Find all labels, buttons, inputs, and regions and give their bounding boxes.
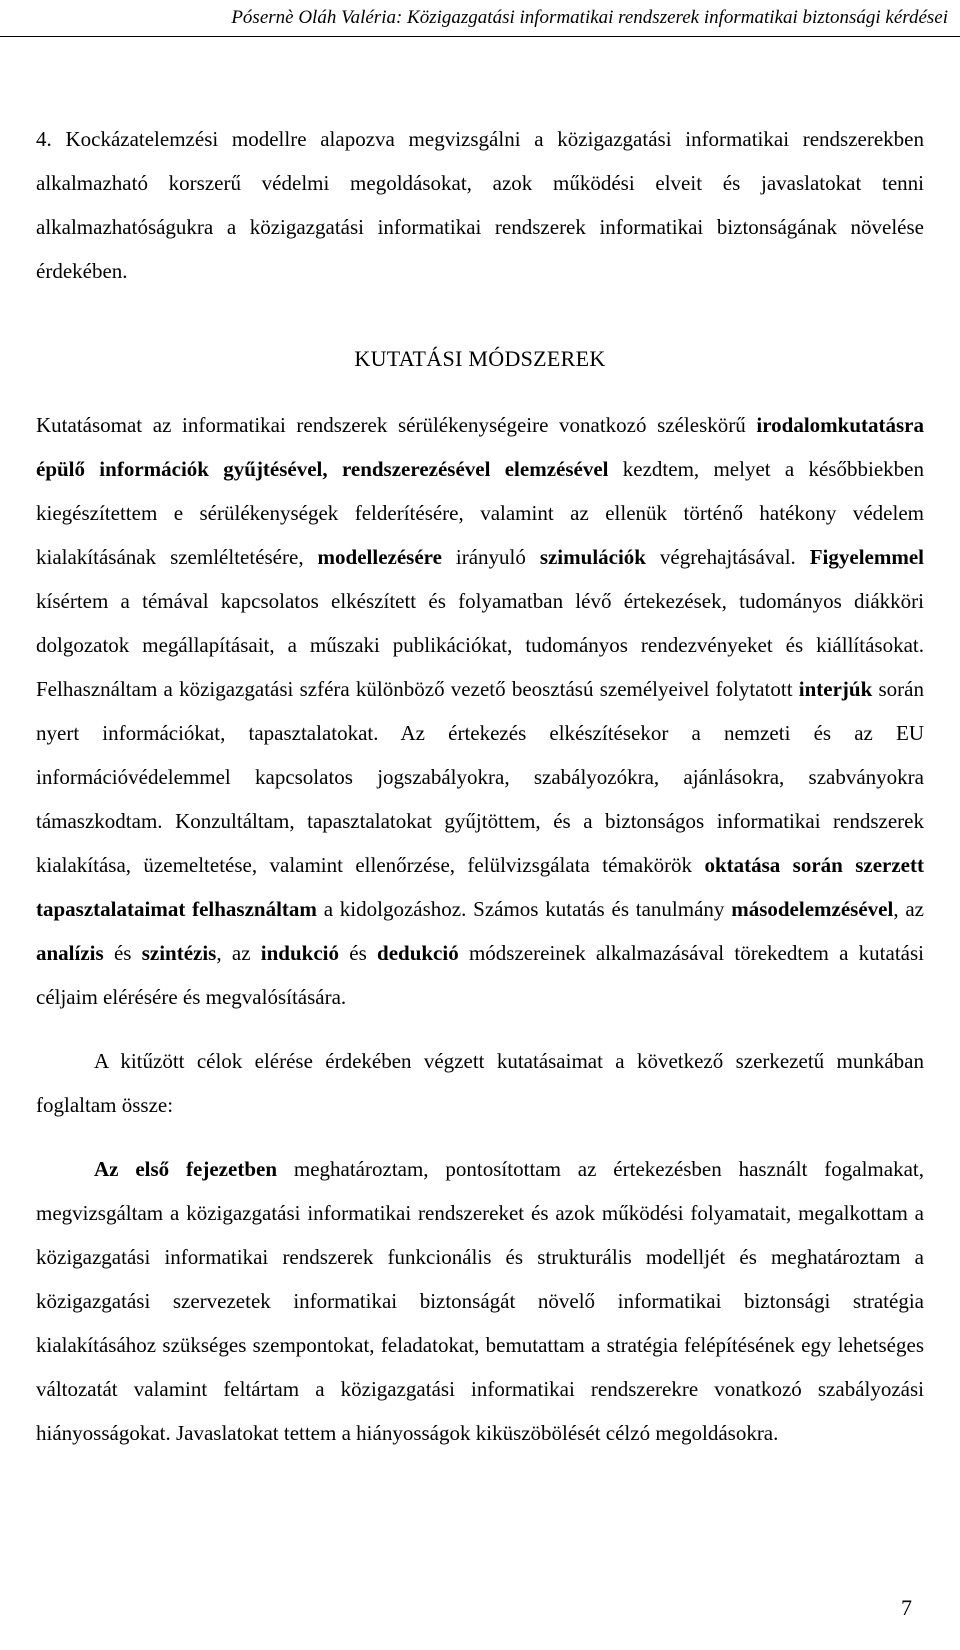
- list-item-number: 4.: [36, 127, 52, 151]
- methods-bold-5: interjúk: [798, 677, 873, 701]
- methods-text-12: módszereinek alkalmazásával törekedtem a kutatási céljaim elérésére és megvalósítására.: [36, 941, 924, 1009]
- methods-text-9: és: [103, 941, 142, 965]
- section-heading: KUTATÁSI MÓDSZEREK: [354, 346, 606, 371]
- methods-bold-7: másodelemzésével: [731, 897, 894, 921]
- methods-bold-11: dedukció: [377, 941, 459, 965]
- methods-text-6: során nyert információkat, tapasztalatokat. Az értekezés elkészítésekor a nemzeti és az EU információvédelemmel kapcsolatos jogszabályokra, szabályozókra, ajánlásokra, szabványokra támaszkodtam. Konzultáltam, tapasztalatokat gyűjtöttem, és a biztonságos informatikai rendszerek kialakítása, üzemeltetése, valamint ellenőrzése, felülvizsgálata témakörök: [36, 677, 924, 877]
- methods-bold-10: indukció: [260, 941, 339, 965]
- methods-bold-4: Figyelemmel: [809, 545, 925, 569]
- methods-bold-3: szimulációk: [539, 545, 646, 569]
- methods-bold-9: szintézis: [141, 941, 217, 965]
- methods-text-11: és: [339, 941, 378, 965]
- methods-text-3: irányuló: [441, 545, 540, 569]
- methods-text-7: a kidolgozáshoz. Számos kutatás és tanulmány: [316, 897, 732, 921]
- first-chapter-text: meghatároztam, pontosítottam az értekezésben használt fogalmakat, megvizsgáltam a közigazgatási informatikai rendszereket és azok működési folyamatait, megalkottam a közigazgatási informatikai rendszerek funkcionális és strukturális modelljét és meghatároztam a közigazgatási szervezetek informatikai biztonságát növelő informatikai biztonsági stratégia kialakításához szükséges szempontokat, feladatokat, bemutattam a stratégia felépítésének egy lehetséges változatát valamint feltártam a közigazgatási informatikai rendszerekre vonatkozó szabályozási hiányosságokat. Javaslatokat tettem a hiányosságok kiküszöbölését célzó megoldásokra.: [36, 1157, 924, 1445]
- methods-text-10: , az: [216, 941, 261, 965]
- methods-text-4: végrehajtásával.: [645, 545, 810, 569]
- running-header: Pósernè Oláh Valéria: Közigazgatási informatikai rendszerek informatikai biztonsági kérdései: [231, 7, 948, 28]
- methods-text-1: Kutatásomat az informatikai rendszerek sérülékenységeire vonatkozó széleskörű: [36, 413, 757, 437]
- methods-bold-1: irodalomkutatásra épülő információk gyűjtésével, rendszerezésével elemzésével: [36, 413, 924, 481]
- methods-bold-6: oktatása során szerzett tapasztalataimat felhasználtam: [36, 853, 924, 921]
- list-item-text: Kockázatelemzési modellre alapozva megvizsgálni a közigazgatási informatikai rendszerekben alkalmazható korszerű védelmi megoldásokat, azok működési elveit és javaslatokat tenni alkalmazhatóságukra a közigazgatási informatikai rendszerek informatikai biztonságának növelése érdekében.: [36, 127, 924, 283]
- methods-text-5: kísértem a témával kapcsolatos elkészített és folyamatban lévő értekezések, tudományos diákköri dolgozatok megállapításait, a műszaki publikációkat, tudományos rendezvényeket és kiállításokat. Felhasználtam a közigazgatási szféra különböző vezető beosztású személyeivel folytatott: [36, 589, 924, 701]
- methods-text-2: kezdtem, melyet a későbbiekben kiegészítettem e sérülékenységek felderítésére, valamint az ellenük történő hatékony védelem kialakításának szemléltetésére,: [36, 457, 924, 569]
- first-chapter-paragraph: [36, 1147, 924, 1455]
- methods-bold-2: modellezésére: [317, 545, 442, 569]
- page-number: 7: [901, 1595, 912, 1620]
- structure-intro-paragraph: A kitűzött célok elérése érdekében végzett kutatásaimat a következő szerkezetű munkában foglaltam össze:: [36, 1049, 924, 1117]
- methods-bold-8: analízis: [36, 941, 104, 965]
- first-chapter-bold: Az első fejezetben: [94, 1157, 277, 1181]
- list-item-4: [36, 117, 924, 293]
- methods-paragraph: [36, 403, 924, 1019]
- methods-text-8: , az: [893, 897, 924, 921]
- header-rule: [0, 36, 960, 37]
- page-body: [36, 117, 924, 1455]
